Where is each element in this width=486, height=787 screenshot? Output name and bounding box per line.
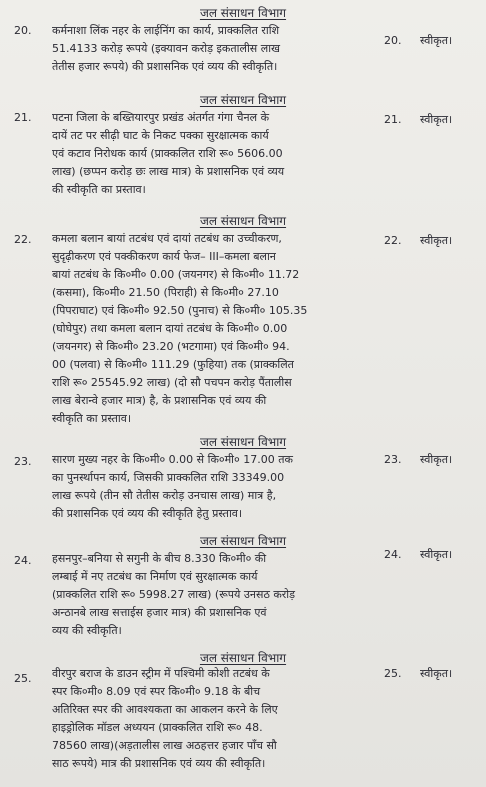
item-text-line: 00 (पलवा) से कि०मी० 111.29 (फुहिया) तक (प्राक्कलित: [52, 358, 294, 371]
item-text-line: अतिरिक्त स्पर की आवश्यकता का आकलन करने के लिए: [52, 703, 278, 716]
ref-number: 24.: [384, 548, 402, 561]
item-text-line: लाख रूपये (तीन सौ तेतीस करोड़ उनचास लाख) मात्र है,: [52, 489, 277, 502]
item-number: 21.: [14, 111, 32, 124]
item-number: 20.: [14, 24, 32, 37]
item-text: [52, 22, 362, 76]
item-text-line: स्वीकृति का प्रस्ताव।: [52, 412, 132, 425]
ref-number: 23.: [384, 453, 402, 466]
item-text-line: साठ रूपये) मात्र की प्रशासनिक एवं व्यय की स्वीकृति।: [52, 757, 266, 770]
item-text-line: (प्राक्कलित राशि रू० 5998.27 लाख) (रूपये उनसठ करोड़: [52, 588, 296, 601]
item-text: [52, 550, 362, 640]
item-text-line: राशि रू० 25545.92 लाख) (दो सौ पचपन करोड़ पैंतालीस: [52, 376, 292, 389]
status-text: स्वीकृत।: [420, 548, 453, 561]
item-text-line: वीरपुर बराज के डाउन स्ट्रीम में पश्चिमी कोशी तटबंध के: [52, 667, 270, 680]
item-text-line: कमला बलान बायां तटबंध एवं दायां तटबंध का उच्चीकरण,: [52, 232, 282, 245]
item-text-line: अन्ठानबे लाख सत्ताईस हजार मात्र) की प्रशासनिक एवं: [52, 606, 267, 619]
item-text-line: सारण मुख्य नहर के कि०मी० 0.00 से कि०मी० 17.00 तक: [52, 453, 293, 466]
ref-number: 20.: [384, 34, 402, 47]
item-text-line: बायां तटबंध के कि०मी० 0.00 (जयनगर) से कि०मी० 11.72: [52, 268, 300, 281]
status-text: स्वीकृत।: [420, 113, 453, 126]
item-text-line: कर्मनाशा लिंक नहर के लाईनिंग का कार्य, प्राक्कलित राशि: [52, 24, 280, 37]
item-text-line: (जयनगर) से कि०मी० 23.20 (भटगामा) एवं कि०मी० 94.: [52, 340, 290, 353]
item-text-line: (कसमा), कि०मी० 21.50 (पिराही) से कि०मी० 27.10: [52, 286, 279, 299]
ref-number: 22.: [384, 234, 402, 247]
item-text-line: तेतीस हजार रूपये) की प्रशासनिक एवं व्यय की स्वीकृति।: [52, 60, 278, 73]
item-text: [52, 109, 362, 199]
item-text-line: की स्वीकृति का प्रस्ताव।: [52, 183, 146, 196]
department-heading: जल संसाधन विभाग: [199, 6, 287, 20]
department-heading: जल संसाधन विभाग: [199, 651, 287, 665]
item-number: 25.: [14, 672, 32, 685]
item-text-line: की प्रशासनिक एवं व्यय की स्वीकृति हेतु प्रस्ताव।: [52, 507, 243, 520]
item-text-line: 51.4133 करोड़ रूपये (इक्यावन करोड़ इकतालीस लाख: [52, 42, 281, 55]
item-text-line: दायें तट पर सीढ़ी घाट के निकट पक्का सुरक्षात्मक कार्य: [52, 129, 269, 142]
item-text-line: एवं कटाव निरोधक कार्य (प्राक्कलित राशि रू० 5606.00: [52, 147, 283, 160]
ref-number: 25.: [384, 667, 402, 680]
item-text-line: पटना जिला के बख्तियारपुर प्रखंड अंतर्गत गंगा चैनल के: [52, 111, 270, 124]
item-text-line: (घोघेपुर) तथा कमला बलान दायां तटबंध के कि०मी० 0.00: [52, 322, 288, 335]
item-text-line: व्यय की स्वीकृति।: [52, 624, 122, 637]
status-text: स्वीकृत।: [420, 34, 453, 47]
department-heading: जल संसाधन विभाग: [199, 93, 287, 107]
status-text: स्वीकृत।: [420, 667, 453, 680]
item-text-line: स्पर कि०मी० 8.09 एवं स्पर कि०मी० 9.18 के बीच: [52, 685, 261, 698]
item-text-line: का पुनर्स्थापन कार्य, जिसकी प्राक्कलित राशि 33349.00: [52, 471, 285, 484]
item-text: [52, 665, 362, 773]
item-text-line: लाख) (छप्पन करोड़ छः लाख मात्र) के प्रशासनिक एवं व्यय: [52, 165, 285, 178]
department-heading: जल संसाधन विभाग: [199, 214, 287, 228]
status-text: स्वीकृत।: [420, 453, 453, 466]
item-text-line: सुदृढ़ीकरण एवं पक्कीकरण कार्य फेज– III–कमला बलान: [52, 250, 276, 263]
item-text-line: 78560 लाख)(अड़तालीस लाख अठहत्तर हजार पाँच सौ: [52, 739, 277, 752]
item-text-line: हसनपुर–बनिया से सगुनी के बीच 8.330 कि०मी० की: [52, 552, 267, 565]
item-text: [52, 230, 362, 428]
department-heading: जल संसाधन विभाग: [199, 534, 287, 548]
item-number: 24.: [14, 554, 32, 567]
item-number: 22.: [14, 233, 32, 246]
item-text: [52, 451, 362, 523]
item-number: 23.: [14, 455, 32, 468]
item-text-line: (पिपराघाट) एवं कि०मी० 92.50 (पुनाच) से कि०मी० 105.35: [52, 304, 308, 317]
item-text-line: लम्बाई में नए तटबंध का निर्माण एवं सुरक्षात्मक कार्य: [52, 570, 258, 583]
ref-number: 21.: [384, 113, 402, 126]
department-heading: जल संसाधन विभाग: [199, 435, 287, 449]
status-text: स्वीकृत।: [420, 234, 453, 247]
item-text-line: लाख बेरान्वे हजार मात्र) है, के प्रशासनिक एवं व्यय की: [52, 394, 267, 407]
item-text-line: हाइड्रोलिक मॉडल अध्ययन (प्राक्कलित राशि रू० 48.: [52, 721, 263, 734]
